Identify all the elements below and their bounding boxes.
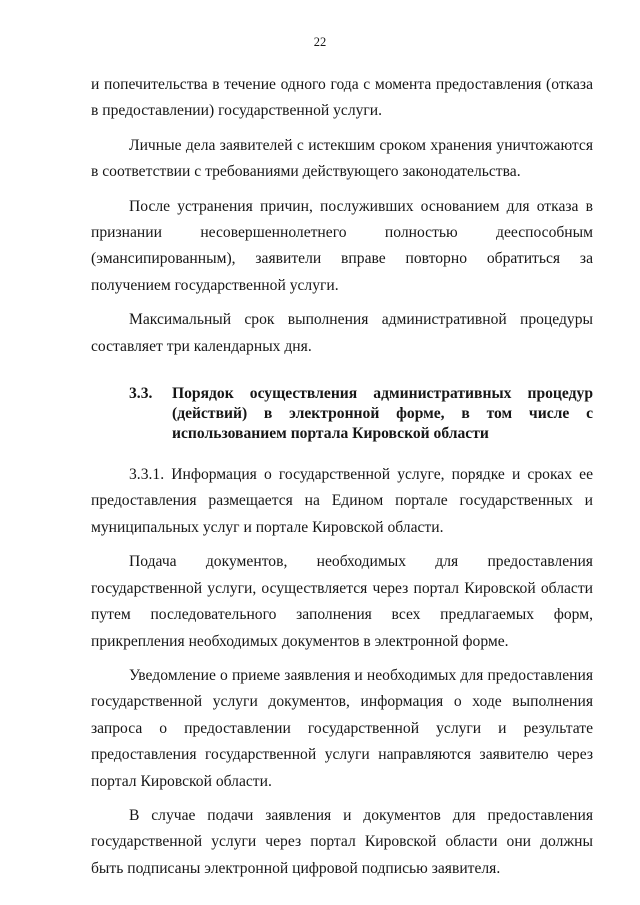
paragraph: Максимальный срок выполнения административной процедуры составляет три календарных дня. <box>91 311 593 355</box>
paragraph: Подача документов, необходимых для предоставления государственной услуги, осуществляется через портал Кировской области путем последовательного заполнения всех предлагаемых форм, прикрепления необходимых документов в электронной форме. <box>91 553 593 650</box>
paragraph: Уведомление о приеме заявления и необходимых для предоставления государственной услуги документов, информация о ходе выполнения запроса о предоставлении государственной услуги и результате предоставления государственной услуги направляются заявителю через портал Кировской области. <box>91 666 593 790</box>
paragraph: После устранения причин, послуживших основанием для отказа в признании несовершеннолетнего полностью дееспособным (эмансипированным), заявители вправе повторно обратиться за получением государственной услуги. <box>91 197 593 294</box>
paragraph: 3.3.1. Информация о государственной услуге, порядке и сроках ее предоставления размещается на Едином портале государственных и муниципальных услуг и портале Кировской области. <box>91 466 593 536</box>
paragraph: В случае подачи заявления и документов для предоставления государственной услуги через портал Кировской области они должны быть подписаны электронной цифровой подписью заявителя. <box>91 806 593 877</box>
paragraph: Личные дела заявителей с истекшим сроком хранения уничтожаются в соответствии с требованиями действующего законодательства. <box>91 136 593 181</box>
page-number: 22 <box>313 35 327 49</box>
document-body <box>91 72 593 890</box>
paragraph: и попечительства в течение одного года с момента предоставления (отказа в предоставлении) государственной услуги. <box>91 76 593 120</box>
section-heading <box>91 384 593 444</box>
section-number: 3.3. <box>129 385 153 403</box>
section-title: Порядок осуществления административных процедур (действий) в электронной форме, в том числе с использованием портала Кировской области <box>172 385 593 443</box>
